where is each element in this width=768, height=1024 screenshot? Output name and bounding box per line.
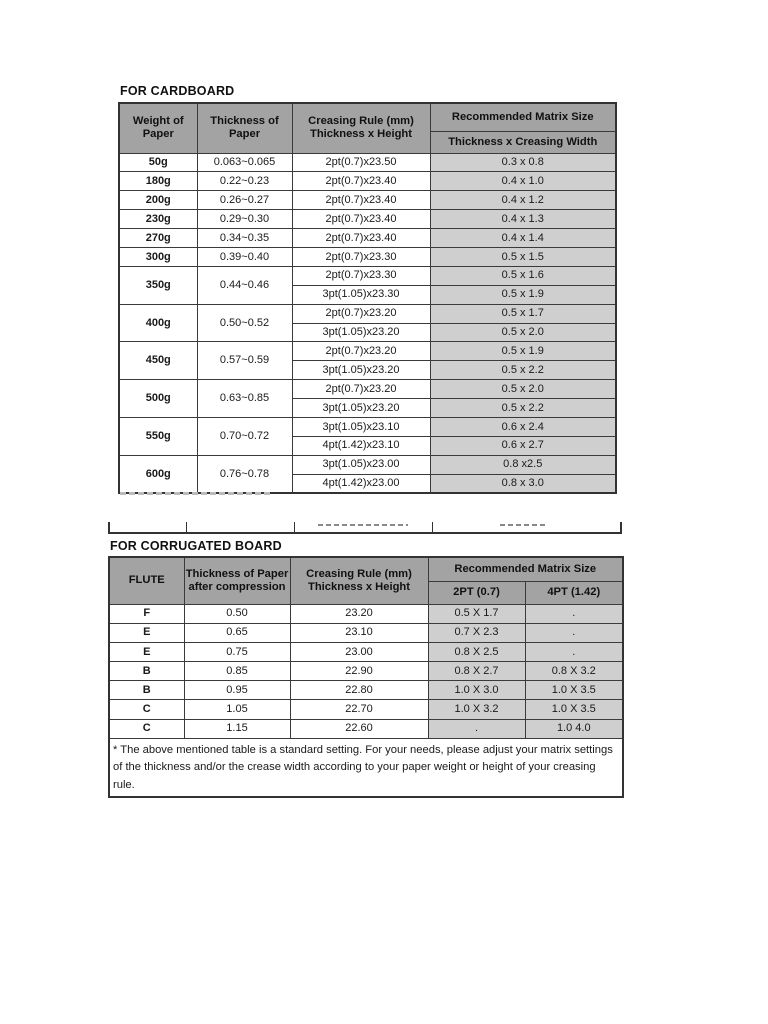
- matrix-4pt-cell: 0.8 X 3.2: [525, 662, 623, 681]
- thickness-cell: 0.063~0.065: [197, 153, 292, 172]
- thickness-cell: 0.65: [184, 623, 290, 642]
- creasing-rule-cell: 3pt(1.05)x23.30: [292, 285, 430, 304]
- matrix-size-cell: 0.5 x 1.6: [430, 266, 616, 285]
- weight-cell: 550g: [119, 417, 197, 455]
- header-thickness: Thickness of Paper: [197, 103, 292, 153]
- thickness-cell: 0.85: [184, 662, 290, 681]
- matrix-size-cell: 0.5 x 1.9: [430, 342, 616, 361]
- table-row: [119, 153, 616, 172]
- weight-cell: 180g: [119, 172, 197, 191]
- header-creasing-rule: Creasing Rule (mm) Thickness x Height: [292, 103, 430, 153]
- thickness-cell: 0.75: [184, 642, 290, 661]
- matrix-size-cell: 0.4 x 1.3: [430, 210, 616, 229]
- matrix-2pt-cell: 0.8 X 2.7: [428, 662, 525, 681]
- matrix-2pt-cell: .: [428, 719, 525, 738]
- creasing-rule-cell: 2pt(0.7)x23.40: [292, 191, 430, 210]
- creasing-rule-cell: 3pt(1.05)x23.20: [292, 323, 430, 342]
- header-thickness-after-compression: Thickness of Paper after compression: [184, 557, 290, 604]
- creasing-rule-cell: 3pt(1.05)x23.00: [292, 455, 430, 474]
- weight-cell: 270g: [119, 229, 197, 248]
- header-4pt: 4PT (1.42): [525, 581, 623, 604]
- header-creasing-rule: Creasing Rule (mm) Thickness x Height: [290, 557, 428, 604]
- matrix-2pt-cell: 0.8 X 2.5: [428, 642, 525, 661]
- weight-cell: 400g: [119, 304, 197, 342]
- table-row: [109, 700, 623, 719]
- header-matrix-size: Recommended Matrix Size: [430, 103, 616, 131]
- thickness-cell: 0.57~0.59: [197, 342, 292, 380]
- table-row: [109, 623, 623, 642]
- matrix-size-cell: 0.5 x 2.0: [430, 380, 616, 399]
- creasing-rule-cell: 23.20: [290, 604, 428, 623]
- thickness-cell: 0.44~0.46: [197, 266, 292, 304]
- matrix-4pt-cell: 1.0 X 3.5: [525, 681, 623, 700]
- matrix-2pt-cell: 0.5 X 1.7: [428, 604, 525, 623]
- table-row: [119, 304, 616, 323]
- creasing-rule-cell: 22.80: [290, 681, 428, 700]
- table-row: [119, 191, 616, 210]
- corrugated-table-body: [109, 604, 623, 738]
- matrix-2pt-cell: 1.0 X 3.2: [428, 700, 525, 719]
- matrix-4pt-cell: 1.0 X 3.5: [525, 700, 623, 719]
- matrix-size-cell: 0.5 x 2.0: [430, 323, 616, 342]
- flute-cell: B: [109, 681, 184, 700]
- matrix-size-cell: 0.4 x 1.2: [430, 191, 616, 210]
- matrix-4pt-cell: 1.0 4.0: [525, 719, 623, 738]
- table-row: [109, 662, 623, 681]
- matrix-size-cell: 0.5 x 2.2: [430, 361, 616, 380]
- matrix-size-cell: 0.6 x 2.7: [430, 436, 616, 455]
- creasing-rule-cell: 2pt(0.7)x23.40: [292, 210, 430, 229]
- thickness-cell: 1.05: [184, 700, 290, 719]
- faded-caption-remnant: [120, 492, 270, 495]
- table-row: [109, 642, 623, 661]
- matrix-size-cell: 0.5 x 1.5: [430, 247, 616, 266]
- table-fragment-remnant: [108, 522, 622, 534]
- table-row: [119, 342, 616, 361]
- weight-cell: 300g: [119, 247, 197, 266]
- flute-cell: E: [109, 623, 184, 642]
- header-matrix-size: Recommended Matrix Size: [428, 557, 623, 581]
- weight-cell: 50g: [119, 153, 197, 172]
- matrix-size-cell: 0.4 x 1.4: [430, 229, 616, 248]
- creasing-rule-cell: 22.90: [290, 662, 428, 681]
- cardboard-table-body: [119, 153, 616, 493]
- creasing-rule-cell: 3pt(1.05)x23.20: [292, 361, 430, 380]
- cardboard-section-title: FOR CARDBOARD: [120, 84, 235, 98]
- flute-cell: F: [109, 604, 184, 623]
- creasing-rule-cell: 23.10: [290, 623, 428, 642]
- thickness-cell: 0.50: [184, 604, 290, 623]
- thickness-cell: 0.63~0.85: [197, 380, 292, 418]
- matrix-size-cell: 0.8 x2.5: [430, 455, 616, 474]
- creasing-rule-cell: 2pt(0.7)x23.30: [292, 247, 430, 266]
- weight-cell: 450g: [119, 342, 197, 380]
- table-row: [119, 247, 616, 266]
- header-matrix-subtitle: Thickness x Creasing Width: [430, 131, 616, 153]
- thickness-cell: 0.39~0.40: [197, 247, 292, 266]
- flute-cell: B: [109, 662, 184, 681]
- creasing-rule-cell: 22.70: [290, 700, 428, 719]
- creasing-rule-cell: 4pt(1.42)x23.10: [292, 436, 430, 455]
- table-row: [109, 604, 623, 623]
- matrix-2pt-cell: 0.7 X 2.3: [428, 623, 525, 642]
- table-row: [119, 172, 616, 191]
- header-weight: Weight of Paper: [119, 103, 197, 153]
- table-row: [119, 229, 616, 248]
- creasing-rule-cell: 2pt(0.7)x23.20: [292, 380, 430, 399]
- matrix-size-cell: 0.6 x 2.4: [430, 417, 616, 436]
- weight-cell: 500g: [119, 380, 197, 418]
- creasing-rule-cell: 22.60: [290, 719, 428, 738]
- weight-cell: 230g: [119, 210, 197, 229]
- corrugated-table: [108, 556, 624, 798]
- header-flute: FLUTE: [109, 557, 184, 604]
- matrix-2pt-cell: 1.0 X 3.0: [428, 681, 525, 700]
- thickness-cell: 0.34~0.35: [197, 229, 292, 248]
- flute-cell: C: [109, 700, 184, 719]
- table-row: [109, 719, 623, 738]
- table-row: [119, 417, 616, 436]
- footnote: * The above mentioned table is a standard setting. For your needs, please adjust your matrix settings of the thickness and/or the crease width according to your paper weight or height of your creasing rule.: [109, 738, 623, 797]
- creasing-rule-cell: 3pt(1.05)x23.10: [292, 417, 430, 436]
- thickness-cell: 1.15: [184, 719, 290, 738]
- creasing-rule-cell: 2pt(0.7)x23.20: [292, 304, 430, 323]
- creasing-rule-cell: 2pt(0.7)x23.30: [292, 266, 430, 285]
- table-row: [119, 380, 616, 399]
- matrix-size-cell: 0.3 x 0.8: [430, 153, 616, 172]
- flute-cell: C: [109, 719, 184, 738]
- thickness-cell: 0.76~0.78: [197, 455, 292, 493]
- creasing-rule-cell: 2pt(0.7)x23.20: [292, 342, 430, 361]
- creasing-rule-cell: 3pt(1.05)x23.20: [292, 399, 430, 418]
- header-2pt: 2PT (0.7): [428, 581, 525, 604]
- creasing-rule-cell: 2pt(0.7)x23.50: [292, 153, 430, 172]
- matrix-4pt-cell: .: [525, 642, 623, 661]
- thickness-cell: 0.95: [184, 681, 290, 700]
- weight-cell: 600g: [119, 455, 197, 493]
- matrix-4pt-cell: .: [525, 623, 623, 642]
- thickness-cell: 0.70~0.72: [197, 417, 292, 455]
- flute-cell: E: [109, 642, 184, 661]
- matrix-size-cell: 0.5 x 1.9: [430, 285, 616, 304]
- table-row: [119, 455, 616, 474]
- cardboard-table: [118, 102, 617, 494]
- matrix-size-cell: 0.4 x 1.0: [430, 172, 616, 191]
- matrix-size-cell: 0.5 x 2.2: [430, 399, 616, 418]
- weight-cell: 350g: [119, 266, 197, 304]
- weight-cell: 200g: [119, 191, 197, 210]
- matrix-size-cell: 0.5 x 1.7: [430, 304, 616, 323]
- table-row: [109, 681, 623, 700]
- matrix-4pt-cell: .: [525, 604, 623, 623]
- creasing-rule-cell: 23.00: [290, 642, 428, 661]
- thickness-cell: 0.50~0.52: [197, 304, 292, 342]
- corrugated-section-title: FOR CORRUGATED BOARD: [110, 539, 282, 553]
- thickness-cell: 0.29~0.30: [197, 210, 292, 229]
- thickness-cell: 0.22~0.23: [197, 172, 292, 191]
- creasing-rule-cell: 2pt(0.7)x23.40: [292, 172, 430, 191]
- thickness-cell: 0.26~0.27: [197, 191, 292, 210]
- creasing-rule-cell: 2pt(0.7)x23.40: [292, 229, 430, 248]
- matrix-size-cell: 0.8 x 3.0: [430, 474, 616, 493]
- creasing-rule-cell: 4pt(1.42)x23.00: [292, 474, 430, 493]
- table-row: [119, 266, 616, 285]
- table-row: [119, 210, 616, 229]
